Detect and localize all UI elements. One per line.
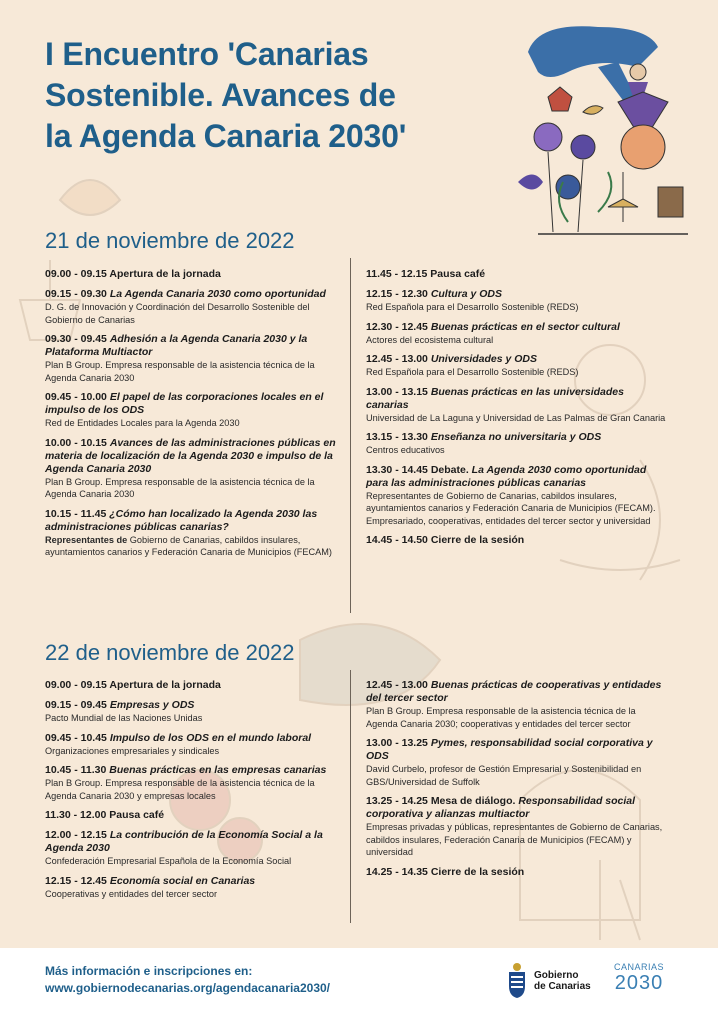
item-title: Adhesión a la Agenda Canaria 2030 y la Plataforma Multiactor [45, 333, 308, 358]
item-description [45, 888, 343, 901]
item-heading [45, 333, 337, 359]
item-time: 13.30 - 14.45 [366, 463, 428, 476]
item-description-text: David Curbelo, profesor de Gestión Empresarial y Sostenibilidad en GBS/Universidad de Suffolk [366, 764, 642, 787]
item-title: Enseñanza no universitaria y ODS [430, 431, 602, 443]
item-title-prefix: Mesa de diálogo. [430, 795, 516, 807]
item-description [366, 366, 666, 379]
item-title: Buenas prácticas de cooperativas y entidades del tercer sector [366, 679, 662, 704]
title-line-2: Sostenible. Avances de [45, 77, 396, 113]
item-description-text: Red Española para el Desarrollo Sostenible (REDS) [366, 302, 579, 312]
item-time: 12.15 - 12.30 [366, 288, 428, 300]
item-time: 09.15 - 09.30 [45, 288, 107, 300]
day1-left-column [45, 268, 337, 566]
canarias-2030-logo [614, 962, 664, 994]
footer [0, 948, 718, 1015]
item-heading [366, 268, 666, 281]
schedule-item [366, 288, 666, 314]
schedule-item [45, 732, 343, 758]
item-description [45, 855, 343, 868]
item-description [366, 334, 666, 347]
item-heading [45, 764, 343, 777]
item-title: Pymes, responsabilidad social corporativa y ODS [366, 737, 653, 762]
schedule-item [366, 431, 666, 457]
day2-divider [350, 670, 351, 923]
item-description-text: Plan B Group. Empresa responsable de la asistencia técnica de la Agenda Canaria 2030 y empresas locales [45, 778, 315, 801]
schedule-item [366, 464, 666, 528]
item-description-text: Red Española para el Desarrollo Sostenible (REDS) [366, 367, 579, 377]
schedule-item [45, 268, 337, 281]
item-description-text: D. G. de Innovación y Coordinación del Desarrollo Sostenible del Gobierno de Canarias [45, 302, 310, 325]
schedule-item [366, 321, 666, 347]
item-title: Buenas prácticas en el sector cultural [430, 320, 620, 333]
item-heading [366, 321, 666, 334]
item-description [45, 301, 337, 326]
item-description-text: Representantes de Gobierno de Canarias, cabildos insulares, ayuntamientos canarios y Federación Canaria de Municipios (FECAM). Empresariado, cooperativas, entidades del tercer sector y universidad [366, 490, 656, 526]
item-time: 14.45 - 14.50 [366, 534, 428, 546]
item-description-text: Plan B Group. Empresa responsable de la asistencia técnica de la Agenda Canaria 2030; cooperativas y entidades del tercer sector [366, 706, 636, 729]
schedule-item [45, 829, 343, 868]
item-title-prefix: Debate. [430, 463, 469, 476]
item-heading [45, 875, 343, 888]
item-heading [366, 679, 666, 705]
item-title: La contribución de la Economía Social a la Agenda 2030 [45, 829, 323, 854]
item-description-text: Universidad de La Laguna y Universidad de Las Palmas de Gran Canaria [366, 412, 666, 423]
item-title: Buenas prácticas en las universidades canarias [366, 385, 624, 411]
item-heading [45, 679, 343, 692]
day2-left-column [45, 679, 343, 907]
schedule-item [45, 764, 343, 802]
page-title [45, 34, 515, 157]
schedule-item [45, 288, 337, 326]
item-heading [45, 829, 343, 855]
schedule-item [366, 353, 666, 379]
item-time: 09.30 - 09.45 [45, 333, 107, 345]
item-description-text: Plan B Group. Empresa responsable de la asistencia técnica de la Agenda Canaria 2030 [45, 476, 315, 499]
item-title: La Agenda 2030 como oportunidad para las administraciones públicas canarias [366, 463, 647, 489]
item-heading [366, 353, 666, 366]
hero-illustration [508, 12, 698, 242]
item-title: Apertura de la jornada [109, 679, 221, 691]
item-time: 13.15 - 13.30 [366, 431, 428, 443]
item-description [45, 417, 337, 430]
item-heading [366, 866, 666, 879]
item-description-text: Pacto Mundial de las Naciones Unidas [45, 713, 203, 723]
item-description [366, 705, 666, 730]
item-time: 11.45 - 12.15 [366, 268, 428, 280]
item-description [45, 712, 343, 725]
schedule-item [45, 333, 337, 384]
item-time: 09.45 - 10.45 [45, 731, 107, 744]
schedule-item [366, 534, 666, 547]
logo-bottom-text: 2030 [614, 972, 664, 994]
item-description [366, 763, 666, 788]
title-line-1: I Encuentro 'Canarias [45, 36, 369, 72]
item-title: Responsabilidad social corporativa y alianzas multiactor [366, 795, 636, 820]
item-description-bold: Representantes de [45, 534, 128, 545]
item-time: 10.00 - 10.15 [45, 436, 107, 449]
schedule-item [45, 875, 343, 901]
schedule-item [366, 866, 666, 879]
item-description-text: Centros educativos [366, 445, 445, 455]
schedule-item [45, 437, 337, 501]
item-heading [366, 464, 666, 490]
item-time: 10.15 - 11.45 [45, 507, 107, 520]
item-description-text: Cooperativas y entidades del tercer sector [45, 888, 218, 899]
item-title: El papel de las corporaciones locales en el impulso de los ODS [45, 391, 324, 416]
item-time: 13.00 - 13.25 [366, 737, 428, 749]
item-description-text: Gobierno de Canarias, cabildos insulares, ayuntamientos canarios y Federación Canaria de Municipios (FECAM) [45, 534, 332, 557]
gobierno-logo [506, 962, 591, 1000]
item-time: 12.45 - 13.00 [366, 679, 428, 691]
gob-line-1: Gobierno [534, 970, 579, 981]
item-heading [45, 288, 337, 301]
item-time: 12.45 - 13.00 [366, 353, 428, 365]
item-time: 12.00 - 12.15 [45, 829, 107, 841]
item-description-text: Plan B Group. Empresa responsable de la asistencia técnica de la Agenda Canaria 2030 [45, 360, 315, 383]
item-title: Buenas prácticas en las empresas canarias [109, 764, 327, 776]
day1-heading: 21 de noviembre de 2022 [45, 228, 295, 253]
item-heading [45, 391, 337, 417]
schedule-item [45, 699, 343, 725]
item-description [366, 444, 666, 457]
crest-icon [506, 962, 528, 1000]
schedule-item [366, 268, 666, 281]
item-title: ¿Cómo han localizado la Agenda 2030 las administraciones públicas canarias? [45, 507, 318, 533]
item-description [366, 301, 666, 314]
day1-divider [350, 258, 351, 613]
item-heading [45, 268, 337, 281]
item-heading [366, 431, 666, 444]
item-time: 09.00 - 09.15 [45, 268, 107, 280]
item-description-text: Empresas privadas y públicas, representantes de Gobierno de Canarias, cabildos insulares, Federación Canaria de Municipios (FECAM) y universidad [366, 822, 663, 857]
item-time: 09.45 - 10.00 [45, 391, 107, 403]
item-description-text: Confederación Empresarial Española de la Economía Social [45, 856, 292, 866]
item-time: 09.15 - 09.45 [45, 699, 107, 711]
schedule-item [45, 391, 337, 430]
item-time: 12.15 - 12.45 [45, 874, 107, 887]
item-time: 12.30 - 12.45 [366, 320, 428, 333]
item-time: 11.30 - 12.00 [45, 809, 107, 821]
info-link[interactable]: www.gobiernodecanarias.org/agendacanaria2030/ [45, 981, 330, 995]
item-time: 13.00 - 13.15 [366, 385, 428, 398]
schedule-item [45, 809, 343, 822]
gob-line-2: de Canarias [534, 981, 591, 992]
item-description [366, 412, 666, 425]
schedule-item [366, 386, 666, 425]
day2-right-column [366, 679, 666, 886]
item-title: Apertura de la jornada [109, 268, 221, 280]
item-title: Cierre de la sesión [430, 865, 525, 878]
logo-top-text: CANARIAS [614, 962, 665, 972]
item-title: Economía social en Canarias [109, 874, 256, 887]
item-time: 14.25 - 14.35 [366, 865, 428, 878]
schedule-item [45, 508, 337, 559]
item-title: Universidades y ODS [430, 353, 538, 365]
item-title: Pausa café [109, 809, 165, 821]
item-heading [366, 534, 666, 547]
item-time: 09.00 - 09.15 [45, 679, 107, 691]
item-title: Empresas y ODS [109, 699, 195, 711]
item-heading [366, 795, 666, 821]
title-line-3: la Agenda Canaria 2030' [45, 118, 407, 154]
item-description [45, 359, 337, 384]
item-description [366, 821, 666, 859]
schedule-item [366, 679, 666, 730]
info-label: Más información e inscripciones en: [45, 964, 253, 978]
item-title: Avances de las administraciones públicas en materia de localización de la Agenda 2030 e impulso de la Agenda Canaria 2030 [45, 436, 336, 475]
item-description [45, 534, 337, 559]
item-description [45, 777, 343, 802]
day1-right-column [366, 268, 666, 554]
item-description-text: Actores del ecosistema cultural [366, 334, 494, 345]
item-title: Cierre de la sesión [430, 534, 525, 546]
item-title: Pausa café [430, 268, 486, 280]
item-heading [45, 437, 337, 476]
schedule-item [366, 737, 666, 788]
item-heading [45, 508, 337, 534]
item-description [45, 476, 337, 501]
item-title: Cultura y ODS [430, 288, 502, 300]
item-title: La Agenda Canaria 2030 como oportunidad [109, 288, 326, 300]
item-title: Impulso de los ODS en el mundo laboral [109, 731, 312, 744]
item-description [366, 490, 666, 528]
item-heading [366, 288, 666, 301]
item-time: 13.25 - 14.25 [366, 795, 428, 807]
item-heading [366, 737, 666, 763]
day2-heading: 22 de noviembre de 2022 [45, 640, 295, 665]
item-heading [45, 809, 343, 822]
item-description-text: Red de Entidades Locales para la Agenda 2030 [45, 418, 240, 428]
item-time: 10.45 - 11.30 [45, 764, 107, 776]
item-description [45, 745, 343, 758]
item-description-text: Organizaciones empresariales y sindicales [45, 745, 220, 756]
schedule-item [366, 795, 666, 859]
schedule-item [45, 679, 343, 692]
item-heading [45, 699, 343, 712]
item-heading [366, 386, 666, 412]
item-heading [45, 732, 343, 745]
